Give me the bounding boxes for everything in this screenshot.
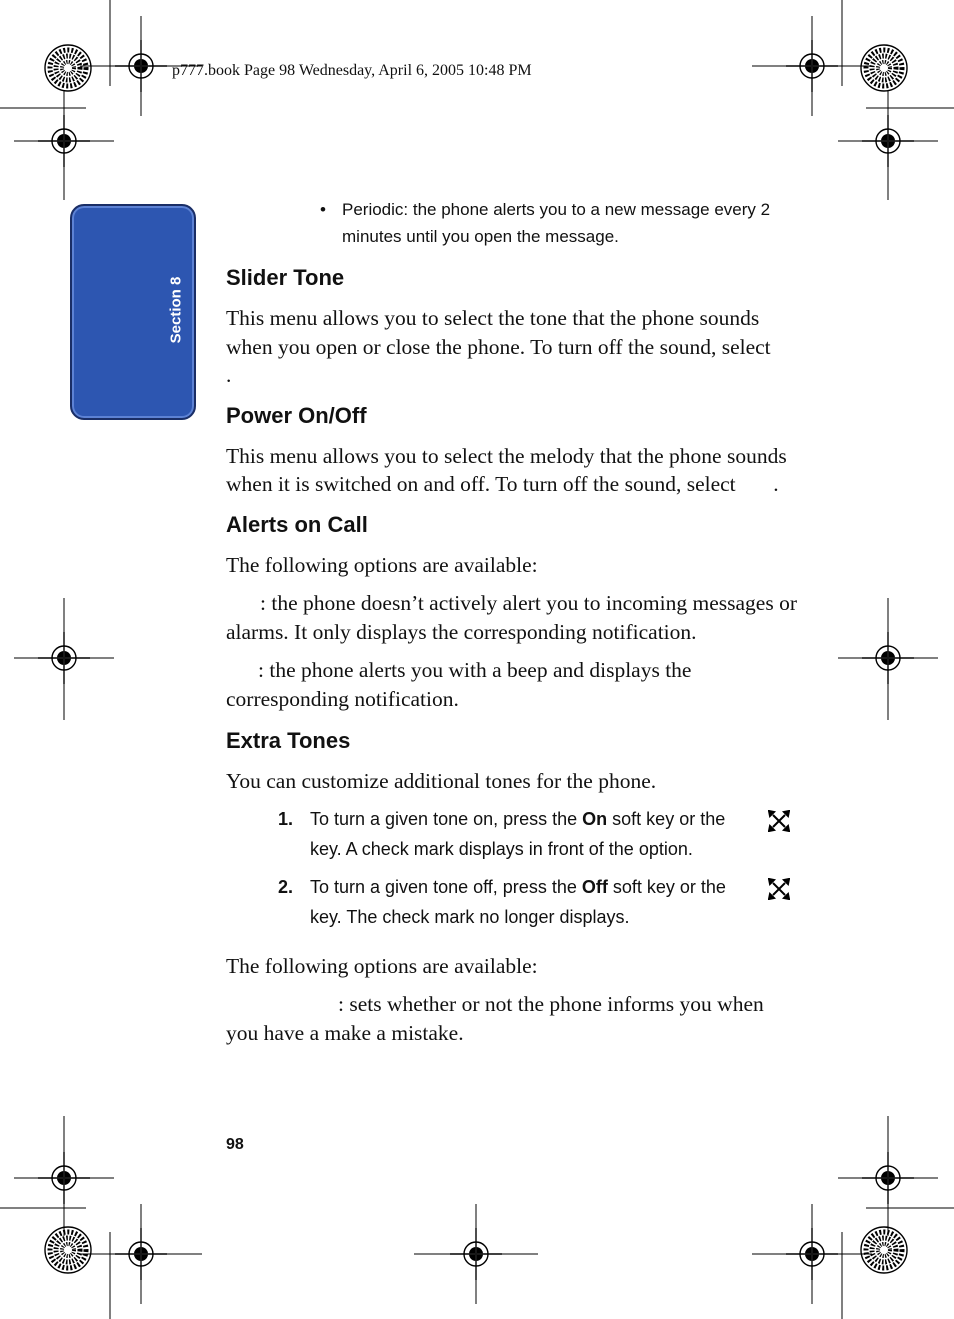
step-text-post: soft key or the key. The check mark no longer displays.: [310, 876, 761, 927]
alerts-option-2: : the phone alerts you with a beep and displays the corresponding notification.: [226, 658, 692, 711]
starburst-icon: [861, 1227, 907, 1273]
running-head: p777.book Page 98 Wednesday, April 6, 2005 10:48 PM: [172, 62, 532, 79]
step-text-post: soft key or the key. A check mark displays in front of the option.: [310, 808, 761, 859]
starburst-icon: [861, 45, 907, 91]
power-body: This menu allows you to select the melody that the phone sounds when it is switched on and off. To turn off the sound, select .: [226, 443, 793, 496]
section-tab-label: Section 8: [167, 276, 185, 344]
step-1: [226, 804, 798, 864]
page-content: [226, 196, 809, 1047]
page-number: 98: [226, 1136, 244, 1153]
bullet-item: [226, 196, 798, 250]
bullet-symbol: •: [320, 200, 326, 219]
step-number: 2.: [278, 876, 294, 897]
step-number: 1.: [278, 808, 294, 829]
nav-key-icon: [768, 878, 790, 900]
extra-body: You can customize additional tones for the phone.: [226, 769, 657, 793]
extra-option: : sets whether or not the phone informs you when you have a make a mistake.: [226, 992, 764, 1045]
step-key: On: [582, 808, 608, 829]
slider-tone-body: This menu allows you to select the tone that the phone sounds when you open or close the phone. To turn off the sound, select .: [226, 306, 809, 387]
step-text-pre: To turn a given tone off, press the: [310, 876, 582, 897]
starburst-icon: [45, 1227, 91, 1273]
starburst-icon: [45, 45, 91, 91]
step-key: Off: [581, 876, 608, 897]
heading-extra-tones: Extra Tones: [226, 728, 351, 753]
alerts-option-1: : the phone doesn’t actively alert you to incoming messages or alarms. It only displays the corresponding notification.: [226, 591, 797, 644]
heading-power-on-off: Power On/Off: [226, 402, 367, 428]
step-text-pre: To turn a given tone on, press the: [310, 808, 583, 829]
alerts-intro: The following options are available:: [226, 552, 538, 577]
heading-slider-tone: Slider Tone: [226, 265, 345, 290]
nav-key-icon: [768, 810, 790, 832]
heading-alerts-on-call: Alerts on Call: [226, 511, 368, 537]
step-2: [226, 872, 798, 932]
steps-list: [226, 804, 798, 932]
extra-intro-2: The following options are available:: [226, 953, 538, 978]
bullet-text: Periodic: the phone alerts you to a new message every 2 minutes until you open the message.: [342, 200, 771, 246]
